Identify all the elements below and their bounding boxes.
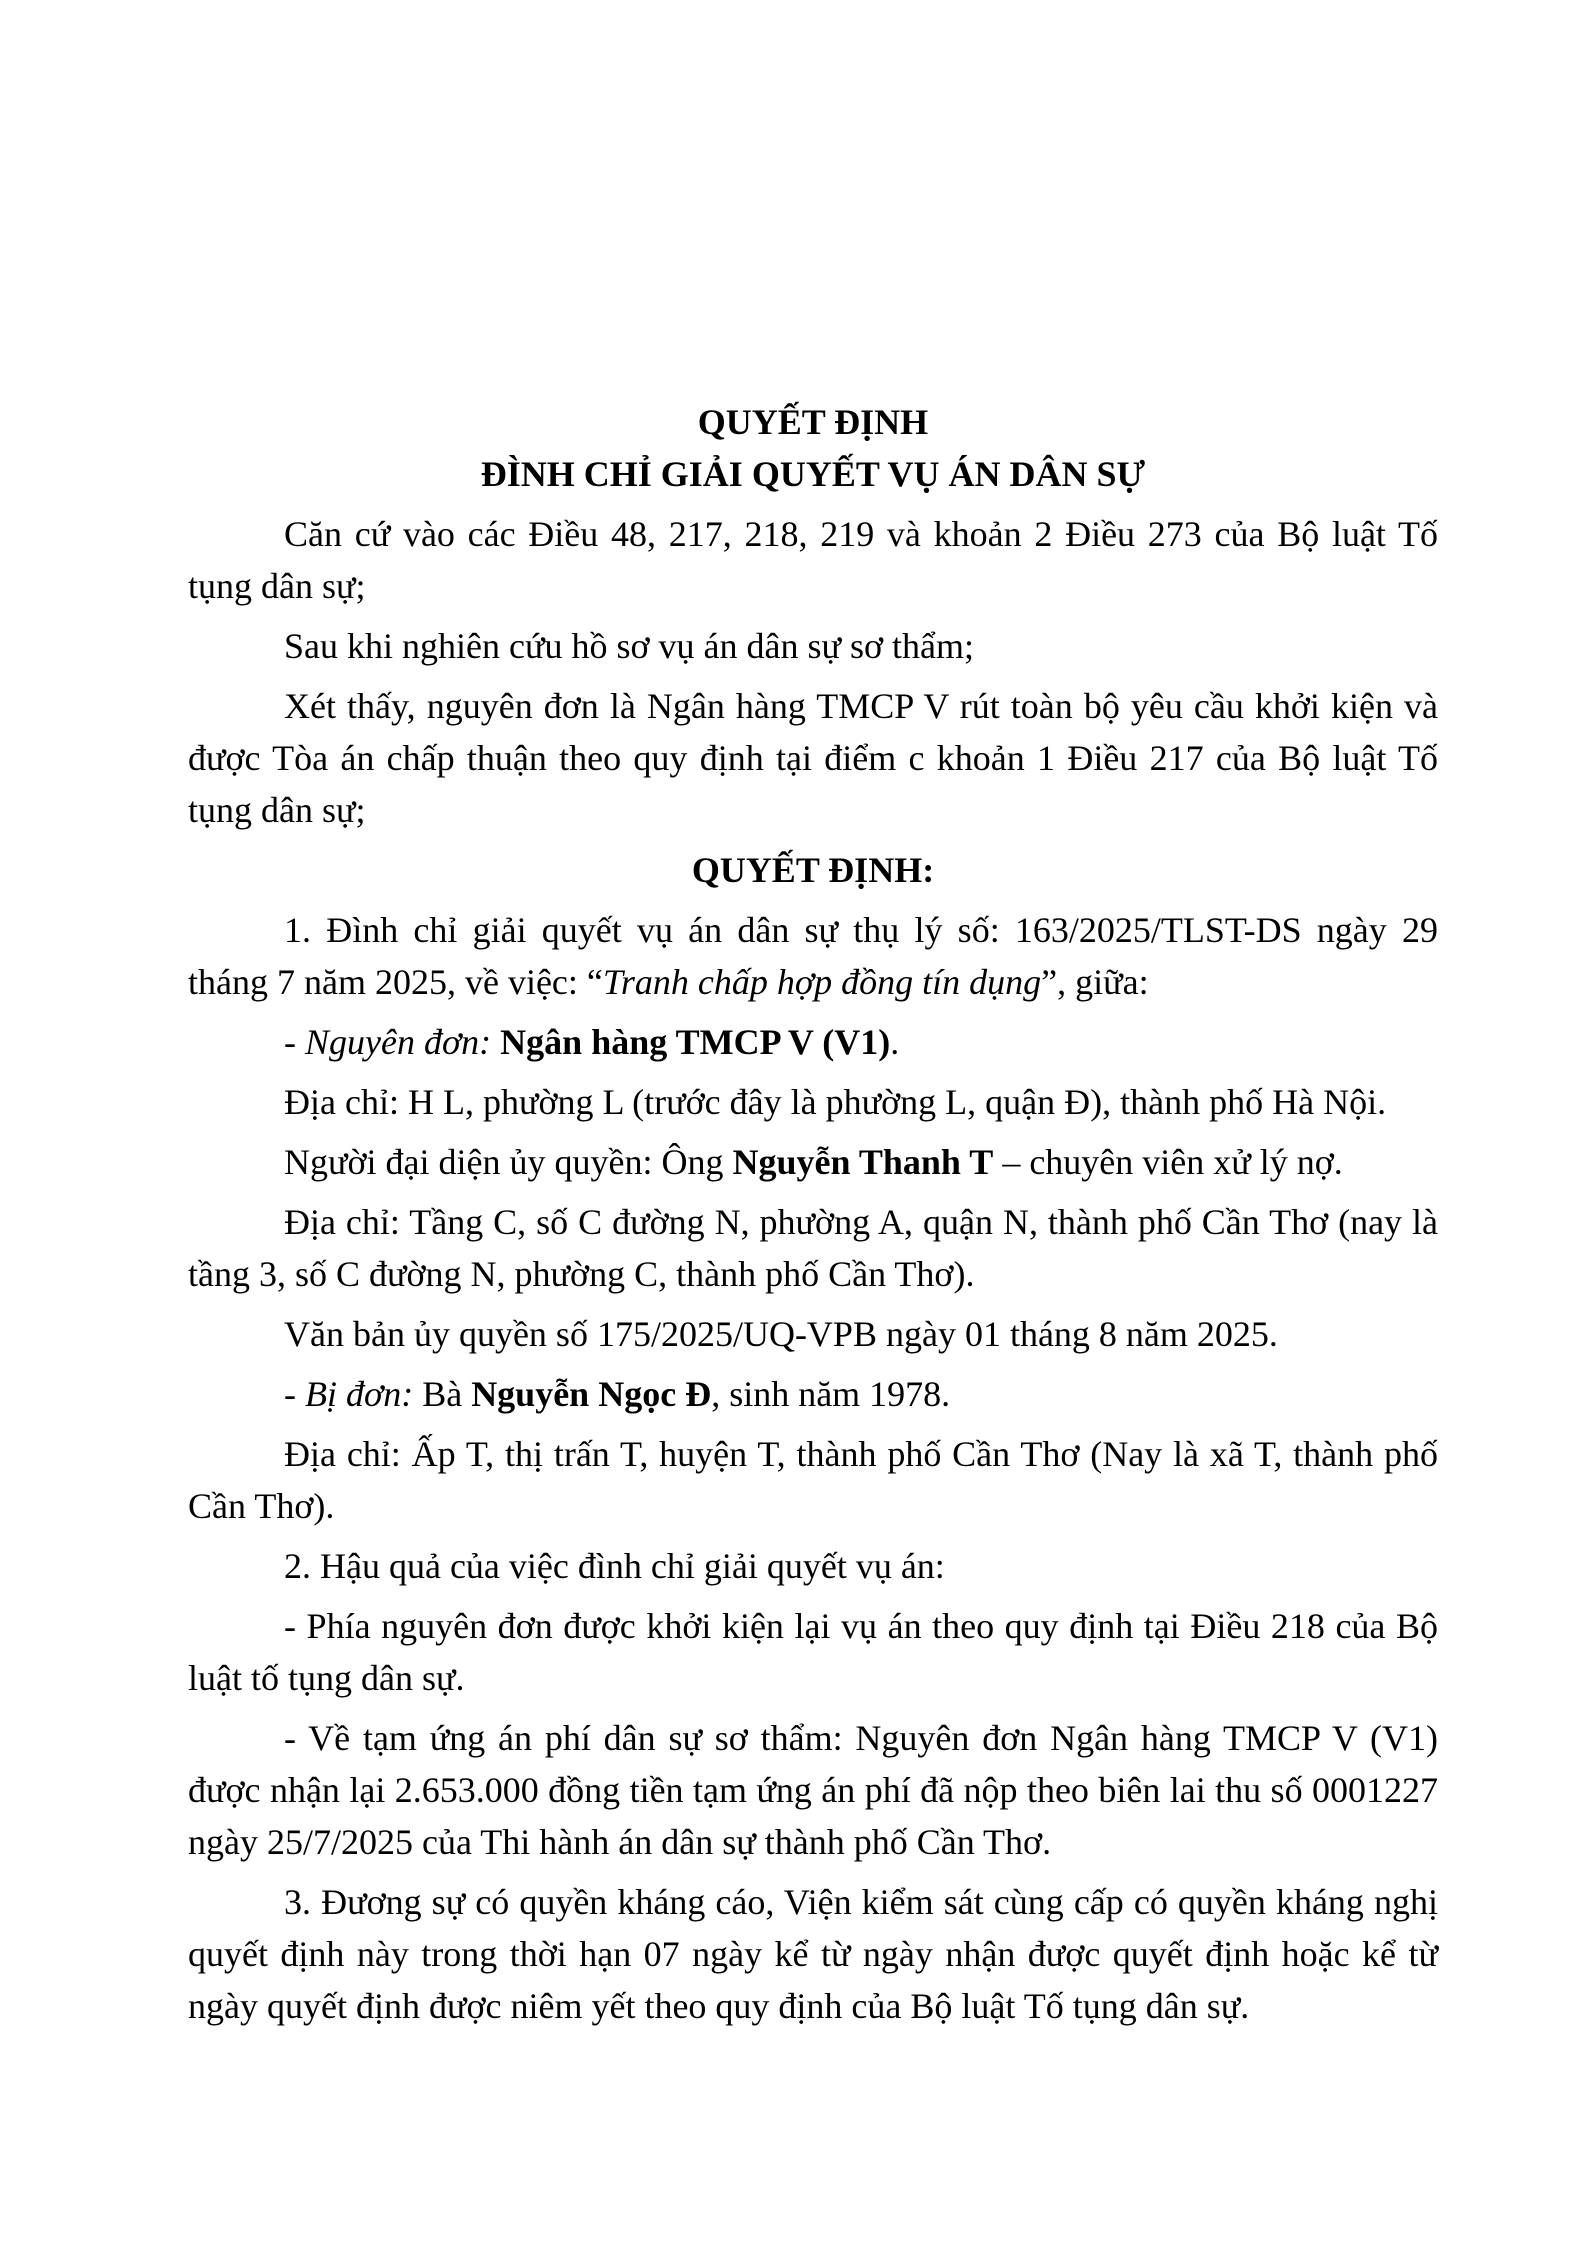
plaintiff-name: Ngân hàng TMCP V (V1) (500, 1022, 891, 1062)
item-2-point-2: - Về tạm ứng án phí dân sự sơ thẩm: Nguyên đơn Ngân hàng TMCP V (V1) được nhận lại 2.653.000 đồng tiền tạm ứng án phí đã nộp theo biên lai thu số 0001227 ngày 25/7/2025 của Thi hành án dân sự thành phố Cần Thơ. (188, 1718, 1438, 1862)
authorization-line: Văn bản ủy quyền số 175/2025/UQ-VPB ngày 01 tháng 8 năm 2025. (284, 1314, 1278, 1354)
representative-line (188, 1136, 1438, 1188)
preamble-paragraph-2: Sau khi nghiên cứu hồ sơ vụ án dân sự sơ thẩm; (284, 626, 975, 666)
document-title-line-1: QUYẾT ĐỊNH (697, 402, 929, 442)
defendant-name: Nguyễn Ngọc Đ (471, 1374, 712, 1414)
item-1-paragraph (188, 904, 1438, 1008)
item-3-paragraph: 3. Đương sự có quyền kháng cáo, Viện kiểm sát cùng cấp có quyền kháng nghị quyết định này trong thời hạn 07 ngày kể từ ngày nhận được quyết định hoặc kể từ ngày quyết định được niêm yết theo quy định của Bộ luật Tố tụng dân sự. (188, 1882, 1438, 2026)
item-1-suffix: ”, giữa: (1041, 962, 1149, 1002)
representative-prefix: Người đại diện ủy quyền: Ông (284, 1142, 733, 1182)
plaintiff-line (188, 1016, 1438, 1068)
plaintiff-label: - Nguyên đơn: (284, 1022, 501, 1062)
defendant-prefix: Bà (422, 1374, 472, 1414)
item-2-point-1: - Phía nguyên đơn được khởi kiện lại vụ án theo quy định tại Điều 218 của Bộ luật tố tụng dân sự. (188, 1606, 1438, 1698)
representative-name: Nguyễn Thanh T (732, 1142, 994, 1182)
representative-suffix: – chuyên viên xử lý nợ. (993, 1142, 1343, 1182)
defendant-address: Địa chỉ: Ấp T, thị trấn T, huyện T, thành phố Cần Thơ (Nay là xã T, thành phố Cần Thơ). (188, 1434, 1438, 1526)
item-2-heading: 2. Hậu quả của việc đình chỉ giải quyết vụ án: (284, 1546, 945, 1586)
preamble-paragraph-1: Căn cứ vào các Điều 48, 217, 218, 219 và khoản 2 Điều 273 của Bộ luật Tố tụng dân sự; (188, 514, 1438, 606)
item-1-prefix: 1. Đình chỉ giải quyết vụ án dân sự thụ lý số: 163/2025/TLST-DS ngày 29 tháng 7 năm 2025, về việc: “ (188, 910, 1438, 1002)
document-title (188, 396, 1438, 500)
defendant-suffix: , sinh năm 1978. (711, 1374, 951, 1414)
plaintiff-line-suffix: . (890, 1022, 900, 1062)
preamble-paragraph-3: Xét thấy, nguyên đơn là Ngân hàng TMCP V rút toàn bộ yêu cầu khởi kiện và được Tòa án chấp thuận theo quy định tại điểm c khoản 1 Điều 217 của Bộ luật Tố tụng dân sự; (188, 686, 1438, 830)
defendant-label: - Bị đơn: (284, 1374, 423, 1414)
document-title-line-2: ĐÌNH CHỈ GIẢI QUYẾT VỤ ÁN DÂN SỰ (480, 454, 1146, 494)
case-name: Tranh chấp hợp đồng tín dụng (602, 962, 1042, 1002)
plaintiff-address: Địa chỉ: H L, phường L (trước đây là phường L, quận Đ), thành phố Hà Nội. (284, 1082, 1387, 1122)
defendant-line (188, 1368, 1438, 1420)
decision-heading: QUYẾT ĐỊNH: (691, 850, 935, 890)
representative-address: Địa chỉ: Tầng C, số C đường N, phường A, quận N, thành phố Cần Thơ (nay là tầng 3, số C đường N, phường C, thành phố Cần Thơ). (188, 1202, 1438, 1294)
